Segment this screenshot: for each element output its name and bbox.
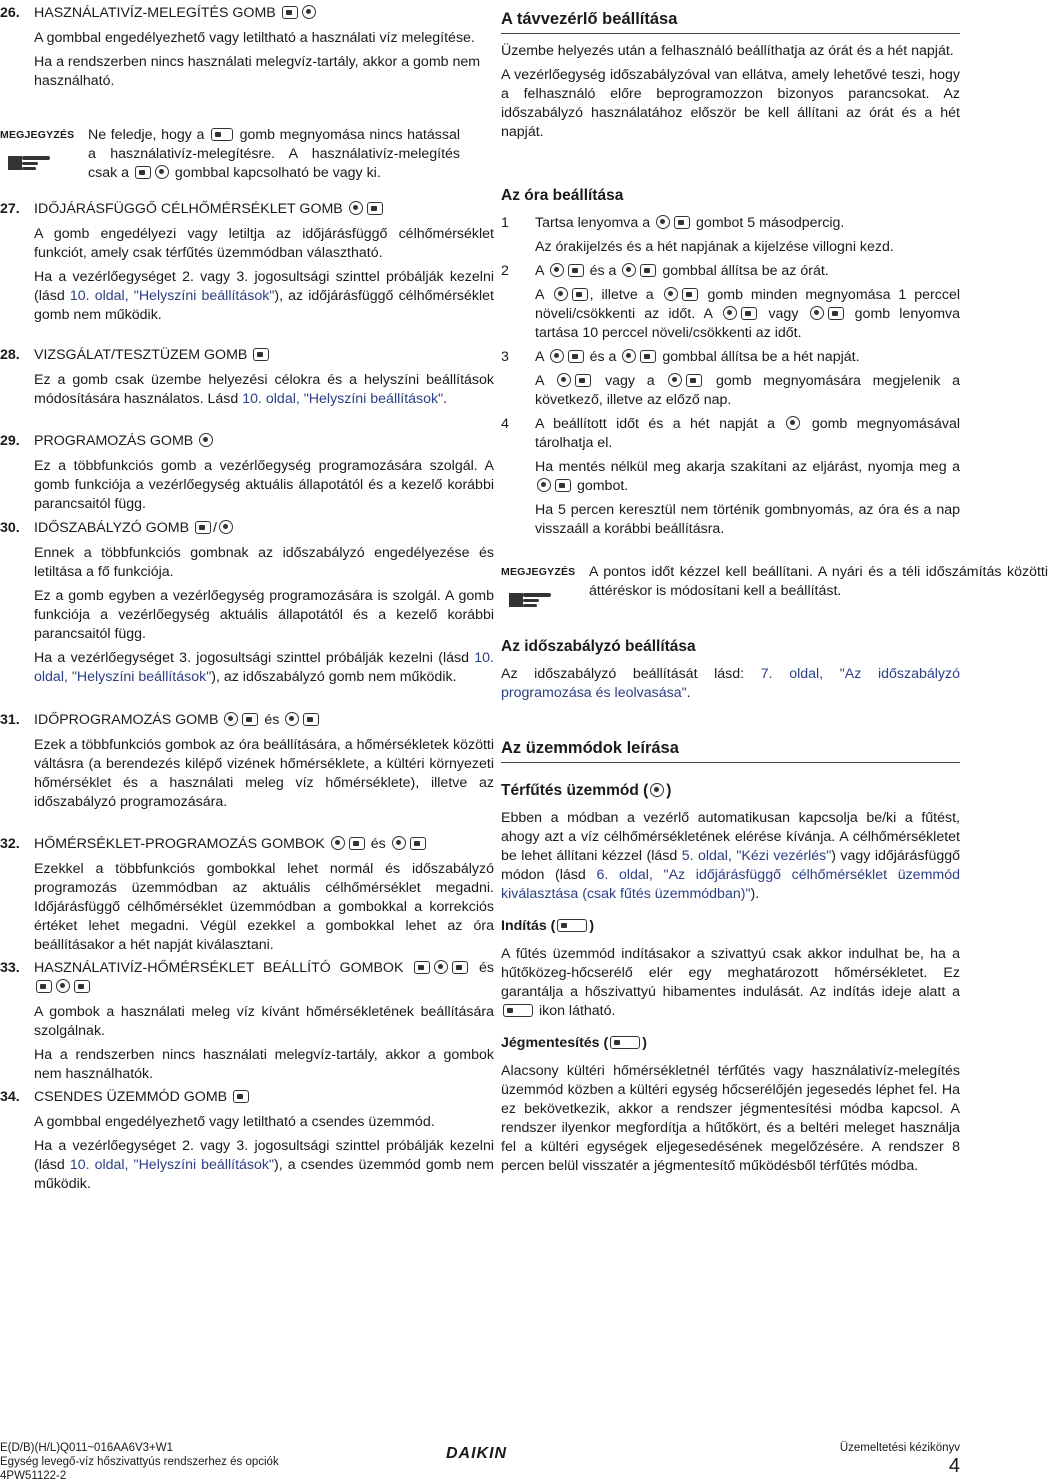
- clock-icon: [664, 287, 678, 301]
- step-detail: gomb minden megnyomása 1 perccel növeli/csökkenti az időt. A: [535, 287, 960, 322]
- conjunction: és: [479, 960, 494, 976]
- step-number: 1: [501, 215, 509, 231]
- step-text: gombbal állítsa be a hét napját.: [662, 349, 860, 365]
- auto-icon: [367, 202, 383, 215]
- paragraph: Az időszabályzó beállítását lásd:: [501, 666, 745, 682]
- quiet-mode-icon: [233, 1090, 249, 1103]
- arrow-up-icon: [575, 374, 591, 387]
- step-number: 3: [501, 349, 509, 365]
- item-number: 26.: [0, 5, 20, 21]
- step-text: gombot 5 másodpercig.: [696, 215, 845, 231]
- paragraph: Ez a gomb egyben a vezérlőegység programozására is szolgál. A gomb funkciója a vezérlőegység aktuális állapotától és a kezelő korábbi parancsaitól függ.: [34, 588, 494, 642]
- item-28: [0, 346, 494, 414]
- hot-water-on-icon: [211, 128, 233, 141]
- power-icon: [155, 165, 169, 179]
- paragraph: Ha a vezérlőegységet 3. jogosultsági szinttel próbálják kezelni (lásd: [34, 650, 469, 666]
- arrow-down-icon: [74, 980, 90, 993]
- cross-reference-link[interactable]: 10. oldal, "Helyszíni beállítások": [242, 391, 444, 407]
- arrow-up-icon: [242, 713, 258, 726]
- thermometer-icon: [668, 373, 682, 387]
- thermometer-icon: [56, 979, 70, 993]
- step-detail: , illetve a: [589, 287, 654, 303]
- paragraph: Ha a vezérlőegységet 2. vagy 3. jogosultsági szinttel próbálják kezelni (lásd: [34, 269, 494, 304]
- step-text: A: [535, 349, 544, 365]
- note-text: Ne feledje, hogy a: [88, 127, 205, 143]
- hot-water-icon: [135, 166, 151, 179]
- step-detail: vagy a: [605, 373, 655, 389]
- item-title: IDŐPROGRAMOZÁS GOMB: [34, 712, 219, 728]
- model-code: E(D/B)(H/L)Q011~016AA6V3+W1: [0, 1442, 174, 1454]
- heating-icon: [650, 783, 664, 797]
- note-label: MEGJEGYZÉS: [501, 566, 576, 578]
- paragraph: Ez a gomb csak üzembe helyezési célokra és a helyszíni beállítások módosítására használatos. Lásd: [34, 372, 494, 407]
- step-3: [501, 348, 960, 410]
- clock-section: [501, 186, 960, 544]
- separator: /: [213, 520, 217, 536]
- paragraph: A gomb engedélyezi vagy letiltja az időjárásfüggő célhőmérséklet funkciót, amely csak térfűtés üzemmódban választható.: [34, 226, 494, 261]
- subsection-heading: Indítás (: [501, 918, 556, 934]
- paragraph: Üzembe helyezés után a felhasználó beállíthatja az órát és a hét napját.: [501, 43, 954, 59]
- paragraph: ), az időjárásfüggő célhőmérséklet gomb nem működik.: [34, 288, 494, 323]
- startup-icon: [503, 1004, 533, 1017]
- step-text: gomb megnyomásával tárolhatja el.: [535, 416, 960, 451]
- item-title: HASZNÁLATIVÍZ-MELEGÍTÉS GOMB: [34, 5, 276, 21]
- program-icon: [786, 416, 800, 430]
- paragraph: ikon látható.: [538, 1003, 616, 1019]
- step-2: [501, 262, 960, 343]
- thermometer-icon: [550, 349, 564, 363]
- step-text: gombbal állítsa be az órát.: [662, 263, 829, 279]
- modes-section: [501, 739, 960, 1181]
- step-detail: Ha 5 percen keresztül nem történik gombnyomás, az óra és a nap visszaáll a korábbi beállításra.: [535, 502, 960, 537]
- thermometer-icon: [557, 373, 571, 387]
- item-29: [0, 432, 494, 519]
- defrost-icon: [610, 1036, 640, 1049]
- subsection-heading: ): [589, 918, 595, 934]
- note-label: MEGJEGYZÉS: [0, 129, 75, 141]
- step-detail: A: [535, 287, 544, 303]
- paragraph: Ez a többfunkciós gomb a vezérlőegység programozására szolgál. A gomb funkciója a vezérlőegység aktuális állapotától és a kezelő korábbi parancsaitól függ.: [34, 458, 494, 512]
- hot-water-icon: [414, 961, 430, 974]
- item-34: [0, 1088, 494, 1199]
- step-detail: gomb lenyomva tartása 10 perccel növeli/csökkenti az időt.: [535, 306, 960, 341]
- step-4: [501, 415, 960, 539]
- thermometer-down-icon: [392, 836, 406, 850]
- paragraph: ), a csendes üzemmód gomb nem működik.: [34, 1157, 494, 1192]
- manual-title: Üzemeltetési kézikönyv: [839, 1442, 960, 1454]
- step-text: és a: [589, 263, 617, 279]
- paragraph: Ennek a többfunkciós gombnak az időszabályzó engedélyezése és letiltása a fő funkciója.: [34, 545, 494, 580]
- item-33: [0, 959, 494, 1089]
- section-heading: A távvezérlő beállítása: [501, 10, 960, 34]
- item-30: [0, 519, 494, 692]
- paragraph: A vezérlőegység időszabályzóval van ellátva, amely lehetővé teszi, hogy a felhasználó előre beprogramozzon bizonyos parancsokat. Az időszabályzó használatához először be kell állítani az órát és a hét napját.: [501, 67, 960, 140]
- arrow-up-icon: [741, 307, 757, 320]
- hot-water-icon: [282, 6, 298, 19]
- step-detail: A: [535, 373, 544, 389]
- timer-section: [501, 637, 960, 708]
- subsection-heading: ): [666, 782, 672, 799]
- cancel-icon: [674, 216, 690, 229]
- conjunction: és: [264, 712, 280, 728]
- remote-section: [501, 10, 960, 147]
- step-number: 2: [501, 263, 509, 279]
- item-title: HŐMÉRSÉKLET-PROGRAMOZÁS GOMBOK: [34, 836, 325, 852]
- item-number: 31.: [0, 712, 20, 728]
- clock-down-icon: [285, 712, 299, 726]
- paragraph: Ebben a módban a vezérlő automatikusan kapcsolja be/ki a fűtést, ahogy azt a víz célhőmérsékletének elérése kívánja. A célhőmérsékletet be lehet állítani kézzel (lásd: [501, 810, 960, 864]
- cross-reference-link[interactable]: 10. oldal, "Helyszíni beállítások": [34, 650, 494, 685]
- item-32: [0, 835, 494, 960]
- cross-reference-link[interactable]: 6. oldal, "Az időjárásfüggő célhőmérséklet üzemmód kiválasztása (csak fűtés üzemmódban)": [501, 867, 960, 902]
- note-box: [501, 563, 1048, 606]
- item-title: PROGRAMOZÁS GOMB: [34, 433, 194, 449]
- page-number: 4: [948, 1455, 960, 1477]
- item-27: [0, 200, 494, 330]
- subsection-heading: Térfűtés üzemmód (: [501, 782, 649, 799]
- note-box: [0, 126, 460, 188]
- item-26: [0, 4, 494, 96]
- thermometer-up-icon: [331, 836, 345, 850]
- cross-reference-link[interactable]: 10. oldal, "Helyszíni beállítások": [69, 1157, 275, 1173]
- paragraph: ).: [750, 886, 760, 902]
- arrow-down-icon: [828, 307, 844, 320]
- arrow-down-icon: [686, 374, 702, 387]
- subsection-heading: Az óra beállítása: [501, 187, 624, 204]
- clock-icon: [550, 263, 564, 277]
- clock-icon: [537, 478, 551, 492]
- paragraph: .: [686, 685, 691, 701]
- paragraph: Ha a vezérlőegységet 2. vagy 3. jogosultsági szinttel próbálják kezelni (lásd: [34, 1138, 494, 1173]
- item-number: 30.: [0, 520, 20, 536]
- clock-icon: [622, 263, 636, 277]
- step-detail: vagy: [768, 306, 799, 322]
- item-title: IDŐJÁRÁSFÜGGŐ CÉLHŐMÉRSÉKLET GOMB: [34, 201, 343, 217]
- paragraph: ), az időszabályzó gomb nem működik.: [211, 669, 457, 685]
- arrow-down-icon: [410, 837, 426, 850]
- step-1: [501, 214, 960, 257]
- brand-logo: DAIKIN: [446, 1445, 508, 1462]
- paragraph: Ezekkel a többfunkciós gombokkal lehet normál és időszabályzó programozás üzemmódban az aktuális célhőmérséklet megadni. Időjárásfüggő célhőmérséklet üzemmódban a gombokkal a korrekciós értéket lehet megadni. Végül ezekkel a gombokkal lehet az óra beállításakor a hét napját kiválasztani.: [34, 861, 494, 953]
- paragraph: Alacsony kültéri hőmérsékletnél térfűtés vagy használativíz-melegítés üzemmód közben a kültéri egység hőcserélőjén jegesedés léphet fel. Ha ez bekövetkezik, akkor a rendszer jégmentesítési módba kapcsol. A rendszer ilyenkor megfordítja a hűtőkört, és a beltéri meleget használja fel a kültéri egységek eljegesedésének megelőzésére. A rendszer 8 percen belül visszatér a jégmentesítő működésből térfűtés módba.: [501, 1063, 960, 1174]
- step-detail: Ha mentés nélkül meg akarja szakítani az eljárást, nyomja meg a: [535, 459, 960, 475]
- cross-reference-link[interactable]: 5. oldal, "Kézi vezérlés": [681, 848, 832, 864]
- timer-icon: [195, 521, 211, 534]
- program-icon: [199, 433, 213, 447]
- clock-icon: [656, 215, 670, 229]
- paragraph: A fűtés üzemmód indításakor a szivattyú csak akkor indulhat be, ha a hűtőközeg-hőcserélő elér egy meghatározott hőmérsékletet. Ez garantálja a hőszivattyú hibamentes indulását. Az indítás ideje alatt a: [501, 946, 960, 1000]
- arrow-down-icon: [640, 350, 656, 363]
- thermometer-icon: [434, 960, 448, 974]
- arrow-up-icon: [349, 837, 365, 850]
- hot-water-icon: [36, 980, 52, 993]
- note-text: gomb megnyomása nincs hatással a használativíz-melegítésre. A használativíz-melegítés csak a: [88, 127, 460, 181]
- thermometer-icon: [622, 349, 636, 363]
- paragraph: Ha a rendszerben nincs használati melegvíz-tartály, akkor a gombok nem használhatók.: [34, 1047, 494, 1082]
- item-title: CSENDES ÜZEMMÓD GOMB: [34, 1089, 228, 1105]
- item-number: 32.: [0, 836, 20, 852]
- note-text: gombbal kapcsolható be vagy ki.: [174, 165, 381, 181]
- pointing-hand-icon: [507, 587, 555, 611]
- paragraph: A gombbal engedélyezhető vagy letiltható a csendes üzemmód.: [34, 1114, 435, 1130]
- clock-icon: [219, 520, 233, 534]
- step-detail: gombot.: [576, 478, 629, 494]
- paragraph: A gombok a használati meleg víz kívánt hőmérsékletének beállítására szolgálnak.: [34, 1004, 494, 1039]
- startup-icon: [557, 919, 587, 932]
- item-number: 33.: [0, 960, 20, 976]
- power-icon: [302, 5, 316, 19]
- pointing-hand-icon: [6, 150, 54, 174]
- arrow-up-icon: [568, 350, 584, 363]
- cross-reference-link[interactable]: 10. oldal, "Helyszíni beállítások": [69, 288, 275, 304]
- step-text: A: [535, 263, 544, 279]
- paragraph: .: [443, 391, 448, 407]
- subsection-heading: Az időszabályzó beállítása: [501, 638, 696, 655]
- item-number: 28.: [0, 347, 20, 363]
- footer-subtitle: Egység levegő-víz hőszivattyús rendszerhez és opciók: [0, 1456, 279, 1468]
- weather-dependent-icon: [349, 201, 363, 215]
- item-number: 29.: [0, 433, 20, 449]
- clock-icon: [810, 306, 824, 320]
- arrow-up-icon: [568, 264, 584, 277]
- conjunction: és: [370, 836, 386, 852]
- clock-icon: [723, 306, 737, 320]
- cross-reference-link[interactable]: 7. oldal, "Az időszabályzó programozása és leolvasása": [501, 666, 960, 701]
- item-title: VIZSGÁLAT/TESZTÜZEM GOMB: [34, 347, 248, 363]
- item-title: IDŐSZABÁLYZÓ GOMB: [34, 520, 190, 536]
- clock-icon: [554, 287, 568, 301]
- paragraph: Ezek a többfunkciós gombok az óra beállítására, a hőmérsékletek közötti váltásra (a berendezés kilépő vizének hőmérséklete, a kültéri környezeti hőmérséklet és a használati meleg víz hőmérséklete), illetve az időszabályzó programozására.: [34, 737, 494, 810]
- step-text: és a: [589, 349, 617, 365]
- step-text: Tartsa lenyomva a: [535, 215, 651, 231]
- paragraph: ) vagy időjárásfüggő módon (lásd: [501, 848, 961, 883]
- arrow-down-icon: [303, 713, 319, 726]
- item-number: 27.: [0, 201, 20, 217]
- paragraph: A gombbal engedélyezhető vagy letiltható a használati víz melegítése.: [34, 30, 475, 46]
- step-detail: gomb megnyomására megjelenik a következő, illetve az előző nap.: [535, 373, 960, 408]
- step-detail: Az órakijelzés és a hét napjának a kijelzése villogni kezd.: [535, 239, 894, 255]
- item-title: HASZNÁLATIVÍZ-HŐMÉRSÉKLET BEÁLLÍTÓ GOMBOK: [34, 960, 404, 976]
- arrow-up-icon: [452, 961, 468, 974]
- item-number: 34.: [0, 1089, 20, 1105]
- arrow-up-icon: [572, 288, 588, 301]
- step-text: A beállított időt és a hét napját a: [535, 416, 776, 432]
- clock-up-icon: [224, 712, 238, 726]
- step-number: 4: [501, 416, 509, 432]
- section-heading: Az üzemmódok leírása: [501, 739, 960, 763]
- test-icon: [253, 348, 269, 361]
- note-text: A pontos időt kézzel kell beállítani. A nyári és a téli időszámítás közötti áttéréskor is módosítani kell a beállítást.: [589, 564, 1048, 599]
- subsection-heading: ): [642, 1035, 647, 1051]
- arrow-down-icon: [682, 288, 698, 301]
- cancel-icon: [555, 479, 571, 492]
- document-code: 4PW51122-2: [0, 1470, 67, 1482]
- paragraph: Ha a rendszerben nincs használati melegvíz-tartály, akkor a gomb nem használható.: [34, 54, 481, 89]
- arrow-down-icon: [640, 264, 656, 277]
- item-31: [0, 711, 494, 817]
- subsection-heading: Jégmentesítés (: [501, 1035, 609, 1051]
